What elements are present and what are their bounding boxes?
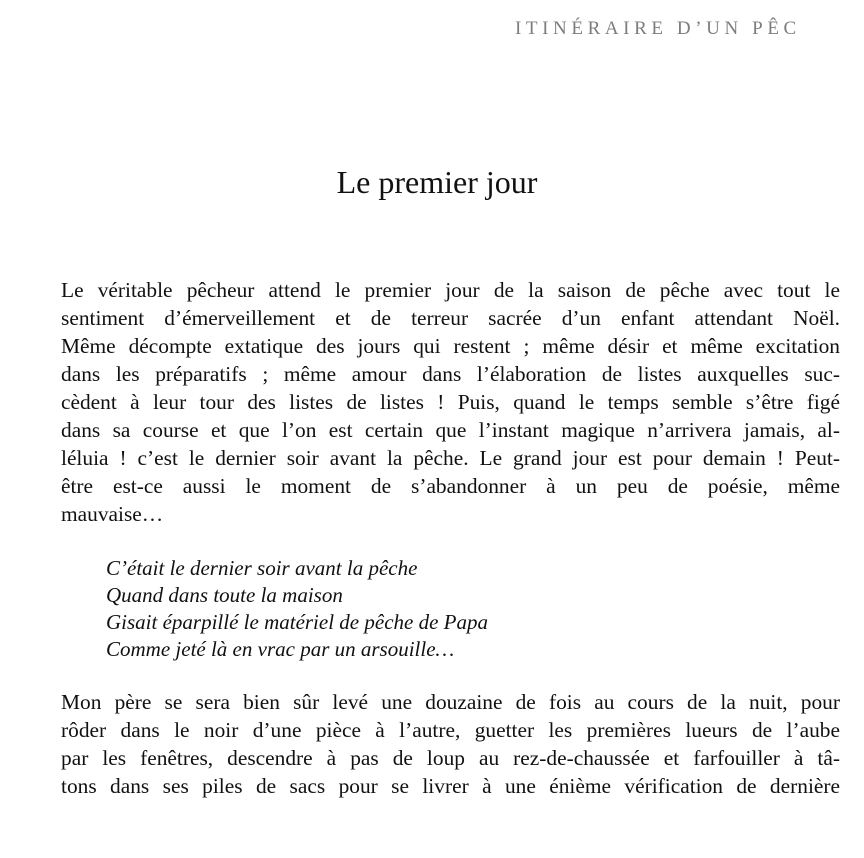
text-line: Mon père se sera bien sûr levé une douzaine de fois au cours de la nuit, pour xyxy=(61,690,840,714)
text-line: léluia ! c’est le dernier soir avant la pêche. Le grand jour est pour demain ! Peut- xyxy=(61,446,840,470)
text-line: Même décompte extatique des jours qui restent ; même désir et même excitation xyxy=(61,334,840,358)
text-line: dans sa course et que l’on est certain que l’instant magique n’arrivera jamais, al- xyxy=(61,418,840,442)
chapter-title: Le premier jour xyxy=(336,164,538,200)
text-line: par les fenêtres, descendre à pas de loup au rez-de-chaussée et farfouiller à tâ- xyxy=(61,746,840,770)
poem-line: Gisait éparpillé le matériel de pêche de Papa xyxy=(106,610,488,634)
body-paragraph-1 xyxy=(35,276,840,528)
running-header: ITINÉRAIRE D’UN PÊC xyxy=(515,18,801,39)
text-line: tons dans ses piles de sacs pour se livrer à une énième vérification de dernière xyxy=(61,774,840,798)
poem-line: Quand dans toute la maison xyxy=(106,583,343,607)
poem-excerpt xyxy=(106,555,488,663)
text-line: rôder dans le noir d’une pièce à l’autre, guetter les premières lueurs de l’aube xyxy=(61,718,840,742)
text-line: mauvaise… xyxy=(61,502,164,526)
poem-line: C’était le dernier soir avant la pêche xyxy=(106,556,418,580)
text-line: être est-ce aussi le moment de s’abandonner à un peu de poésie, même xyxy=(61,474,840,498)
poem-line: Comme jeté là en vrac par un arsouille… xyxy=(106,637,455,661)
text-line: dans les préparatifs ; même amour dans l’élaboration de listes auxquelles suc- xyxy=(61,362,840,386)
text-line: sentiment d’émerveillement et de terreur sacrée d’un enfant attendant Noël. xyxy=(61,306,840,330)
body-paragraph-2 xyxy=(35,688,840,800)
text-line: Le véritable pêcheur attend le premier jour de la saison de pêche avec tout le xyxy=(61,278,840,302)
text-line: cèdent à leur tour des listes de listes ! Puis, quand le temps semble s’être figé xyxy=(61,390,840,414)
